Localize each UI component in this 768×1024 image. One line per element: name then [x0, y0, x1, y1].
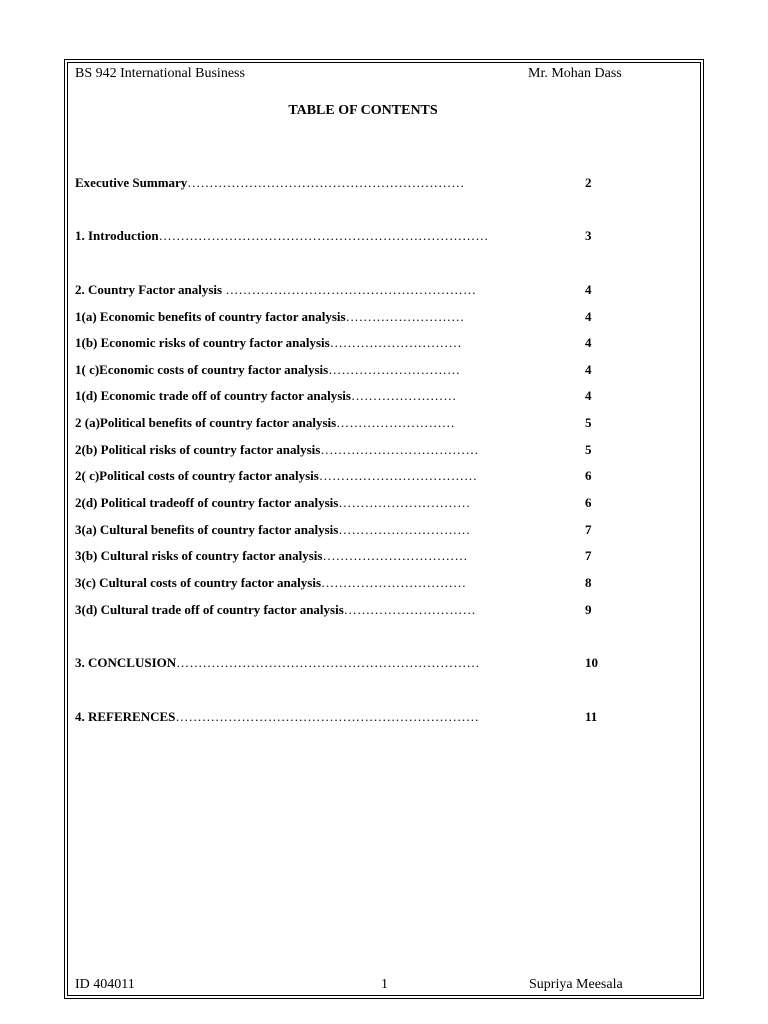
toc-page-number: 4	[585, 362, 592, 377]
toc-entry-2d[interactable]: 2(d) Political tradeoff of country factor analysis…………………………	[75, 495, 471, 510]
footer-author: Supriya Meesala	[529, 977, 623, 992]
toc-entry-introduction[interactable]: 1. Introduction…………………………………………………………………	[75, 228, 489, 243]
toc-page-number: 11	[585, 709, 598, 724]
toc-page-number: 4	[585, 309, 592, 324]
toc-entry-1d[interactable]: 1(d) Economic trade off of country factor analysis……………………	[75, 388, 457, 403]
header-course: BS 942 International Business	[75, 66, 245, 81]
toc-page-number: 5	[585, 442, 592, 457]
toc-entry-1a[interactable]: 1(a) Economic benefits of country factor analysis………………………	[75, 309, 465, 324]
toc-page-number: 5	[585, 415, 592, 430]
toc-page-number: 7	[585, 548, 592, 563]
toc-page-number: 6	[585, 468, 592, 483]
toc-page-number: 4	[585, 388, 592, 403]
header-instructor: Mr. Mohan Dass	[528, 66, 622, 81]
toc-entry-2b[interactable]: 2(b) Political risks of country factor analysis………………………………	[75, 442, 479, 457]
toc-entry-1c[interactable]: 1( c)Economic costs of country factor analysis…………………………	[75, 362, 461, 377]
toc-entry-3d[interactable]: 3(d) Cultural trade off of country factor analysis…………………………	[75, 602, 476, 617]
toc-page-number: 3	[585, 228, 592, 243]
toc-entry-conclusion[interactable]: 3. CONCLUSION……………………………………………………………	[75, 655, 480, 670]
footer-student-id: ID 404011	[75, 977, 135, 992]
toc-entry-3a[interactable]: 3(a) Cultural benefits of country factor analysis…………………………	[75, 522, 471, 537]
toc-entry-2a[interactable]: 2 (a)Political benefits of country factor analysis………………………	[75, 415, 455, 430]
toc-page-number: 10	[585, 655, 598, 670]
toc-entry-3c[interactable]: 3(c) Cultural costs of country factor analysis……………………………	[75, 575, 467, 590]
toc-page-number: 6	[585, 495, 592, 510]
toc-page-number: 2	[585, 175, 592, 190]
toc-entry-country-factor-analysis[interactable]: 2. Country Factor analysis …………………………………………………	[75, 282, 477, 297]
page-title: TABLE OF CONTENTS	[288, 103, 438, 118]
toc-entry-references[interactable]: 4. REFERENCES……………………………………………………………	[75, 709, 480, 724]
toc-page-number: 4	[585, 335, 592, 350]
toc-page-number: 9	[585, 602, 592, 617]
toc-entry-1b[interactable]: 1(b) Economic risks of country factor analysis…………………………	[75, 335, 462, 350]
footer-page-number: 1	[381, 977, 388, 992]
toc-page-number: 8	[585, 575, 592, 590]
toc-page-number: 4	[585, 282, 592, 297]
toc-entry-2c[interactable]: 2( c)Political costs of country factor analysis………………………………	[75, 468, 478, 483]
toc-page-number: 7	[585, 522, 592, 537]
toc-entry-executive-summary[interactable]: Executive Summary………………………………………………………	[75, 175, 465, 190]
toc-entry-3b[interactable]: 3(b) Cultural risks of country factor analysis……………………………	[75, 548, 468, 563]
